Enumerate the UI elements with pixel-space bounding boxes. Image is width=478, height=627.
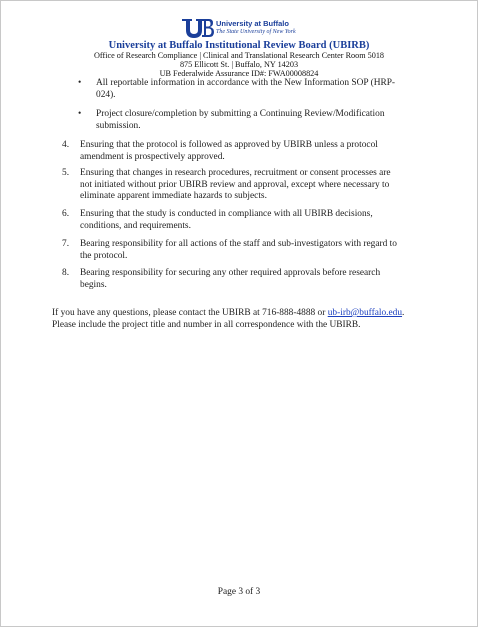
bullet-text: Project closure/completion by submitting a Continuing Review/Modification submission. [96,109,385,131]
assurance-id-line: UB Federalwide Assurance ID#: FWA00008824 [159,69,319,78]
document-title: University at Buffalo Institutional Review Board (UBIRB) [108,40,370,51]
item-text: Ensuring that the study is conducted in compliance with all UBIRB decisions, conditions, and requirements. [80,209,373,231]
bullet-text: All reportable information in accordance with the New Information SOP (HRP-024). [96,78,396,100]
logo-title: University at Buffalo [216,19,289,28]
closing-text-end: . Please include the project title and number in all correspondence with the UBIRB. [52,308,405,330]
street-address-line: 875 Ellicott St. | Buffalo, NY 14203 [179,60,299,69]
item-text: Ensuring that changes in research procedures, recruitment or consent processes are not initiated without prior UBIRB review and approval, except where necessary to eliminate apparent immediate hazards to subjects. [80,168,391,201]
bullet-dot: • [78,109,82,119]
closing-text-start: If you have any questions, please contact the UBIRB at 716-888-4888 or [52,308,328,318]
item-text: Bearing responsibility for all actions of the staff and sub-investigators with regard to the protocol. [80,239,397,261]
ub-logo [180,17,296,39]
item-text: Ensuring that the protocol is followed as approved by UBIRB unless a protocol amendment is prospectively approved. [80,140,378,162]
numbered-item-4 [62,140,402,163]
office-address-line: Office of Research Compliance | Clinical and Translational Research Center Room 5018 [93,51,385,60]
item-number: 4. [62,140,70,150]
bullet-item [78,78,398,101]
closing-paragraph [52,308,407,331]
bullet-item [78,109,398,132]
item-number: 5. [62,168,70,178]
item-number: 8. [62,268,70,278]
numbered-item-5 [62,168,402,203]
numbered-item-8 [62,268,402,291]
contact-email-link[interactable]: ub-irb@buffalo.edu [327,308,403,318]
item-number: 7. [62,239,70,249]
numbered-item-6 [62,209,402,232]
page-number: Page 3 of 3 [217,587,261,597]
item-text: Bearing responsibility for securing any other required approvals before research begins. [80,268,381,290]
item-number: 6. [62,209,70,219]
numbered-item-7 [62,239,402,262]
ub-logo-icon [180,17,214,39]
bullet-dot: • [78,78,82,88]
logo-subtitle: The State University of New York [216,29,296,35]
